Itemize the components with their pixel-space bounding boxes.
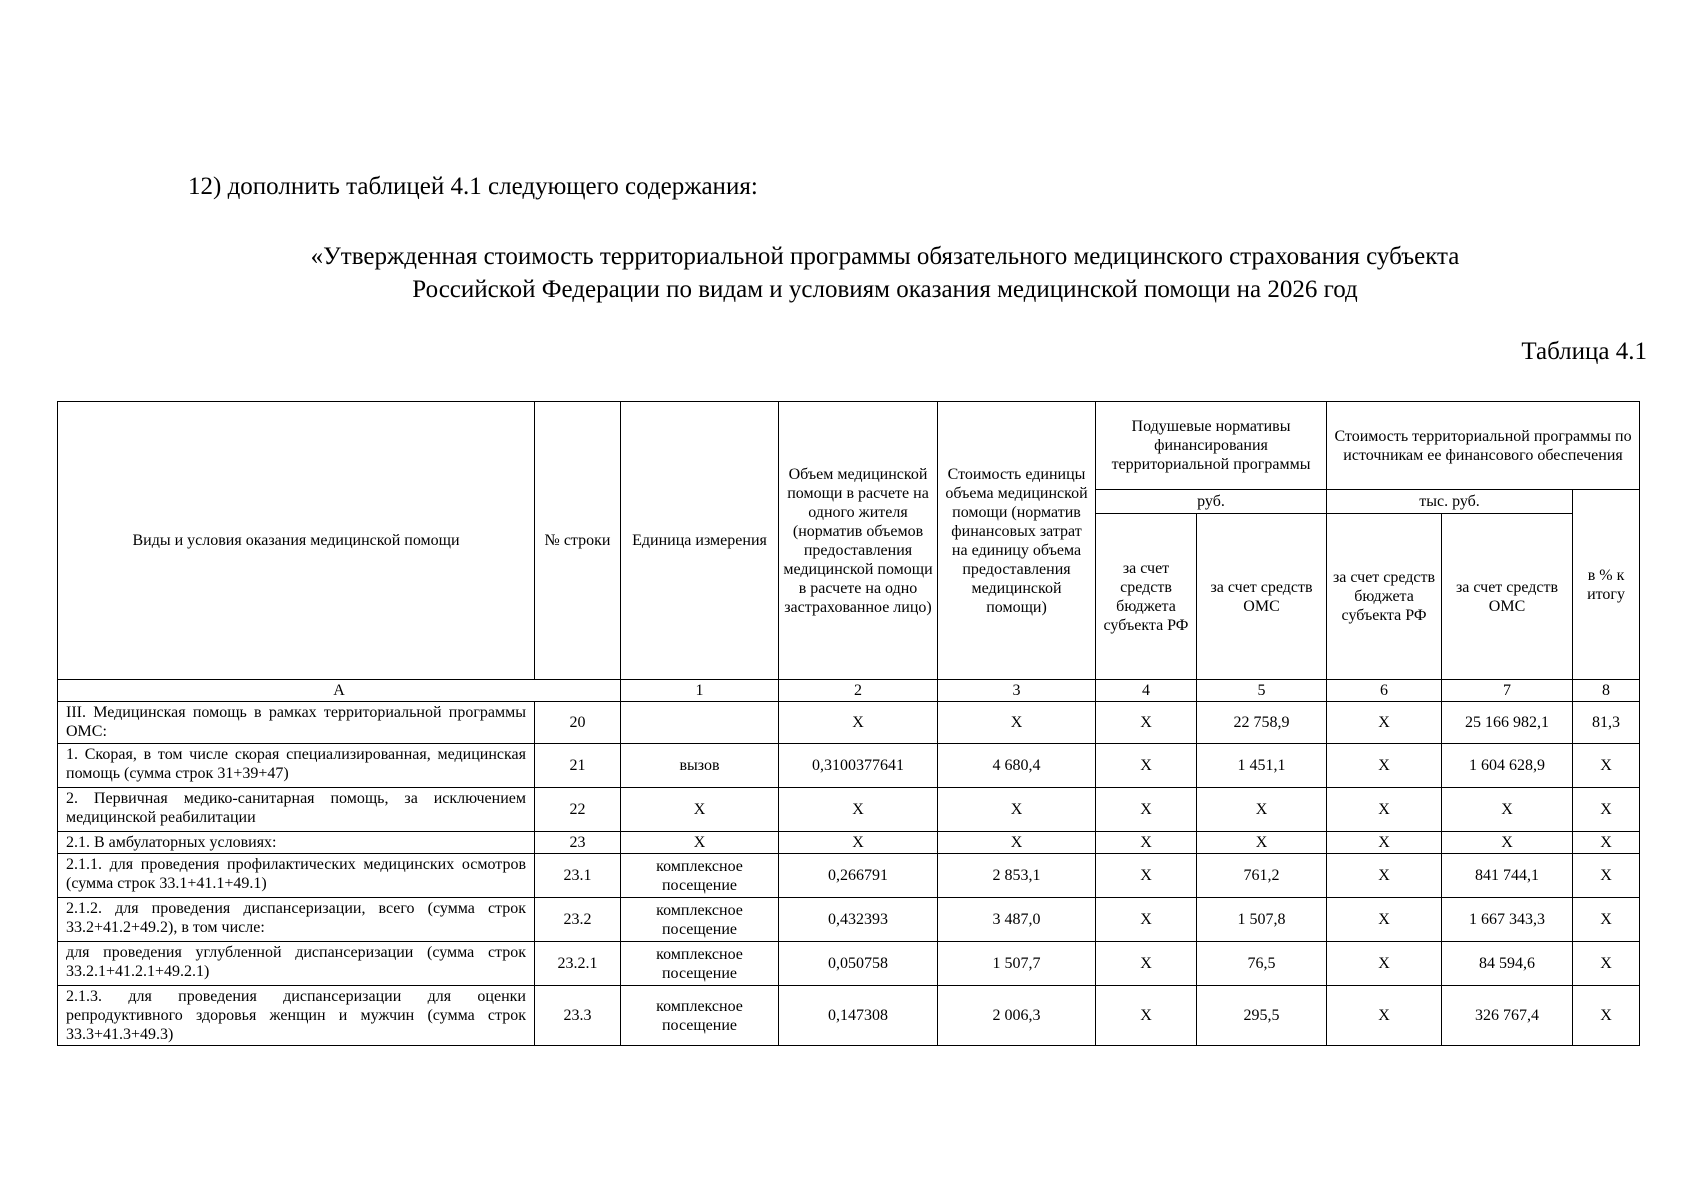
column-number: 6 [1327, 680, 1442, 702]
row-volume: 0,3100377641 [779, 744, 938, 788]
table-label: Таблица 4.1 [1521, 338, 1647, 365]
intro-text: 12) дополнить таблицей 4.1 следующего содержания: [188, 173, 758, 200]
row-name: для проведения углубленной диспансеризации (сумма строк 33.2.1+41.2.1+49.2.1) [58, 942, 535, 986]
row-percent: Х [1573, 744, 1640, 788]
header-type: Виды и условия оказания медицинской помощи [58, 402, 535, 680]
column-number: 8 [1573, 680, 1640, 702]
row-pg-oms: 841 744,1 [1442, 854, 1573, 898]
row-unit [621, 702, 779, 744]
row-pg-budget: Х [1327, 788, 1442, 832]
row-pc-budget: Х [1096, 854, 1197, 898]
row-pg-oms: Х [1442, 832, 1573, 854]
row-percent: Х [1573, 942, 1640, 986]
row-pc-oms: 1 451,1 [1197, 744, 1327, 788]
row-number: 23 [535, 832, 621, 854]
row-cost: Х [938, 702, 1096, 744]
row-pc-budget: Х [1096, 744, 1197, 788]
column-number: 7 [1442, 680, 1573, 702]
row-number: 23.2 [535, 898, 621, 942]
title-line-1: «Утвержденная стоимость территориальной программы обязательного медицинского страхования субъекта [310, 243, 1460, 270]
row-unit: комплексное посещение [621, 854, 779, 898]
table-row [58, 898, 1640, 942]
row-cost: 2 853,1 [938, 854, 1096, 898]
document-title [150, 240, 1620, 306]
row-volume: 0,050758 [779, 942, 938, 986]
row-unit: Х [621, 788, 779, 832]
column-number: 5 [1197, 680, 1327, 702]
row-pg-oms: 1 667 343,3 [1442, 898, 1573, 942]
row-unit: комплексное посещение [621, 986, 779, 1046]
header-volume: Объем медицинской помощи в расчете на одного жителя (норматив объемов предоставления медицинской помощи в расчете на одно застрахованное лицо) [779, 402, 938, 680]
row-percent: Х [1573, 898, 1640, 942]
row-number: 22 [535, 788, 621, 832]
row-pc-oms: 295,5 [1197, 986, 1327, 1046]
row-name: 2. Первичная медико-санитарная помощь, за исключением медицинской реабилитации [58, 788, 535, 832]
header-pg-oms: за счет средств ОМС [1442, 514, 1573, 680]
row-pg-oms: 1 604 628,9 [1442, 744, 1573, 788]
table-row [58, 832, 1640, 854]
header-row-no: № строки [535, 402, 621, 680]
row-cost: 4 680,4 [938, 744, 1096, 788]
row-pc-oms: Х [1197, 788, 1327, 832]
table-row [58, 744, 1640, 788]
row-name: 2.1. В амбулаторных условиях: [58, 832, 535, 854]
row-cost: 3 487,0 [938, 898, 1096, 942]
header-per-capita: Подушевые нормативы финансирования территориальной программы [1096, 402, 1327, 490]
title-line-2: Российской Федерации по видам и условиям оказания медицинской помощи на 2026 год [412, 276, 1358, 303]
row-pc-budget: Х [1096, 942, 1197, 986]
table-row [58, 986, 1640, 1046]
row-pg-oms: 25 166 982,1 [1442, 702, 1573, 744]
row-pc-budget: Х [1096, 832, 1197, 854]
row-number: 20 [535, 702, 621, 744]
row-volume: 0,266791 [779, 854, 938, 898]
table-row [58, 854, 1640, 898]
row-volume: Х [779, 702, 938, 744]
row-pg-budget: Х [1327, 854, 1442, 898]
header-unit: Единица измерения [621, 402, 779, 680]
row-unit: вызов [621, 744, 779, 788]
row-cost: Х [938, 788, 1096, 832]
row-name: 1. Скорая, в том числе скорая специализированная, медицинская помощь (сумма строк 31+39+47) [58, 744, 535, 788]
row-pg-oms: 84 594,6 [1442, 942, 1573, 986]
row-number: 23.3 [535, 986, 621, 1046]
row-number: 23.2.1 [535, 942, 621, 986]
column-number: 4 [1096, 680, 1197, 702]
row-pc-budget: Х [1096, 986, 1197, 1046]
header-pc-budget: за счет средств бюджета субъекта РФ [1096, 514, 1197, 680]
row-cost: 2 006,3 [938, 986, 1096, 1046]
row-pg-budget: Х [1327, 986, 1442, 1046]
row-pg-budget: Х [1327, 702, 1442, 744]
row-number: 21 [535, 744, 621, 788]
row-pc-budget: Х [1096, 788, 1197, 832]
row-pg-oms: 326 767,4 [1442, 986, 1573, 1046]
row-pc-oms: 76,5 [1197, 942, 1327, 986]
header-pg-budget: за счет средств бюджета субъекта РФ [1327, 514, 1442, 680]
header-thous-rub: тыс. руб. [1327, 490, 1573, 514]
row-volume: Х [779, 832, 938, 854]
column-number: 2 [779, 680, 938, 702]
row-unit: Х [621, 832, 779, 854]
row-name: 2.1.2. для проведения диспансеризации, всего (сумма строк 33.2+41.2+49.2), в том числе: [58, 898, 535, 942]
header-pc-oms: за счет средств ОМС [1197, 514, 1327, 680]
row-pc-oms: 22 758,9 [1197, 702, 1327, 744]
cost-table [57, 401, 1640, 1046]
row-pc-oms: 761,2 [1197, 854, 1327, 898]
row-volume: Х [779, 788, 938, 832]
row-unit: комплексное посещение [621, 942, 779, 986]
column-number: 3 [938, 680, 1096, 702]
row-name: 2.1.1. для проведения профилактических медицинских осмотров (сумма строк 33.1+41.1+49.1) [58, 854, 535, 898]
row-percent: Х [1573, 832, 1640, 854]
header-program-cost: Стоимость территориальной программы по источникам ее финансового обеспечения [1327, 402, 1640, 490]
row-pc-budget: Х [1096, 898, 1197, 942]
row-percent: Х [1573, 854, 1640, 898]
row-percent: Х [1573, 986, 1640, 1046]
header-rub: руб. [1096, 490, 1327, 514]
row-cost: Х [938, 832, 1096, 854]
row-pg-budget: Х [1327, 898, 1442, 942]
row-pg-budget: Х [1327, 832, 1442, 854]
row-pg-budget: Х [1327, 744, 1442, 788]
column-number-row [58, 680, 1640, 702]
row-pc-oms: 1 507,8 [1197, 898, 1327, 942]
table-row [58, 942, 1640, 986]
row-percent: 81,3 [1573, 702, 1640, 744]
table-row [58, 702, 1640, 744]
row-unit: комплексное посещение [621, 898, 779, 942]
row-volume: 0,147308 [779, 986, 938, 1046]
row-pg-budget: Х [1327, 942, 1442, 986]
row-name: III. Медицинская помощь в рамках территориальной программы ОМС: [58, 702, 535, 744]
header-cost: Стоимость единицы объема медицинской помощи (норматив финансовых затрат на единицу объема предоставления медицинской помощи) [938, 402, 1096, 680]
column-number: А [58, 680, 621, 702]
row-name: 2.1.3. для проведения диспансеризации для оценки репродуктивного здоровья женщин и мужчин (сумма строк 33.3+41.3+49.3) [58, 986, 535, 1046]
table-row [58, 788, 1640, 832]
row-cost: 1 507,7 [938, 942, 1096, 986]
row-pc-oms: Х [1197, 832, 1327, 854]
column-number: 1 [621, 680, 779, 702]
header-percent: в % к итогу [1573, 490, 1640, 680]
row-pg-oms: Х [1442, 788, 1573, 832]
row-percent: Х [1573, 788, 1640, 832]
row-volume: 0,432393 [779, 898, 938, 942]
header-row-1 [58, 402, 1640, 490]
row-number: 23.1 [535, 854, 621, 898]
row-pc-budget: Х [1096, 702, 1197, 744]
